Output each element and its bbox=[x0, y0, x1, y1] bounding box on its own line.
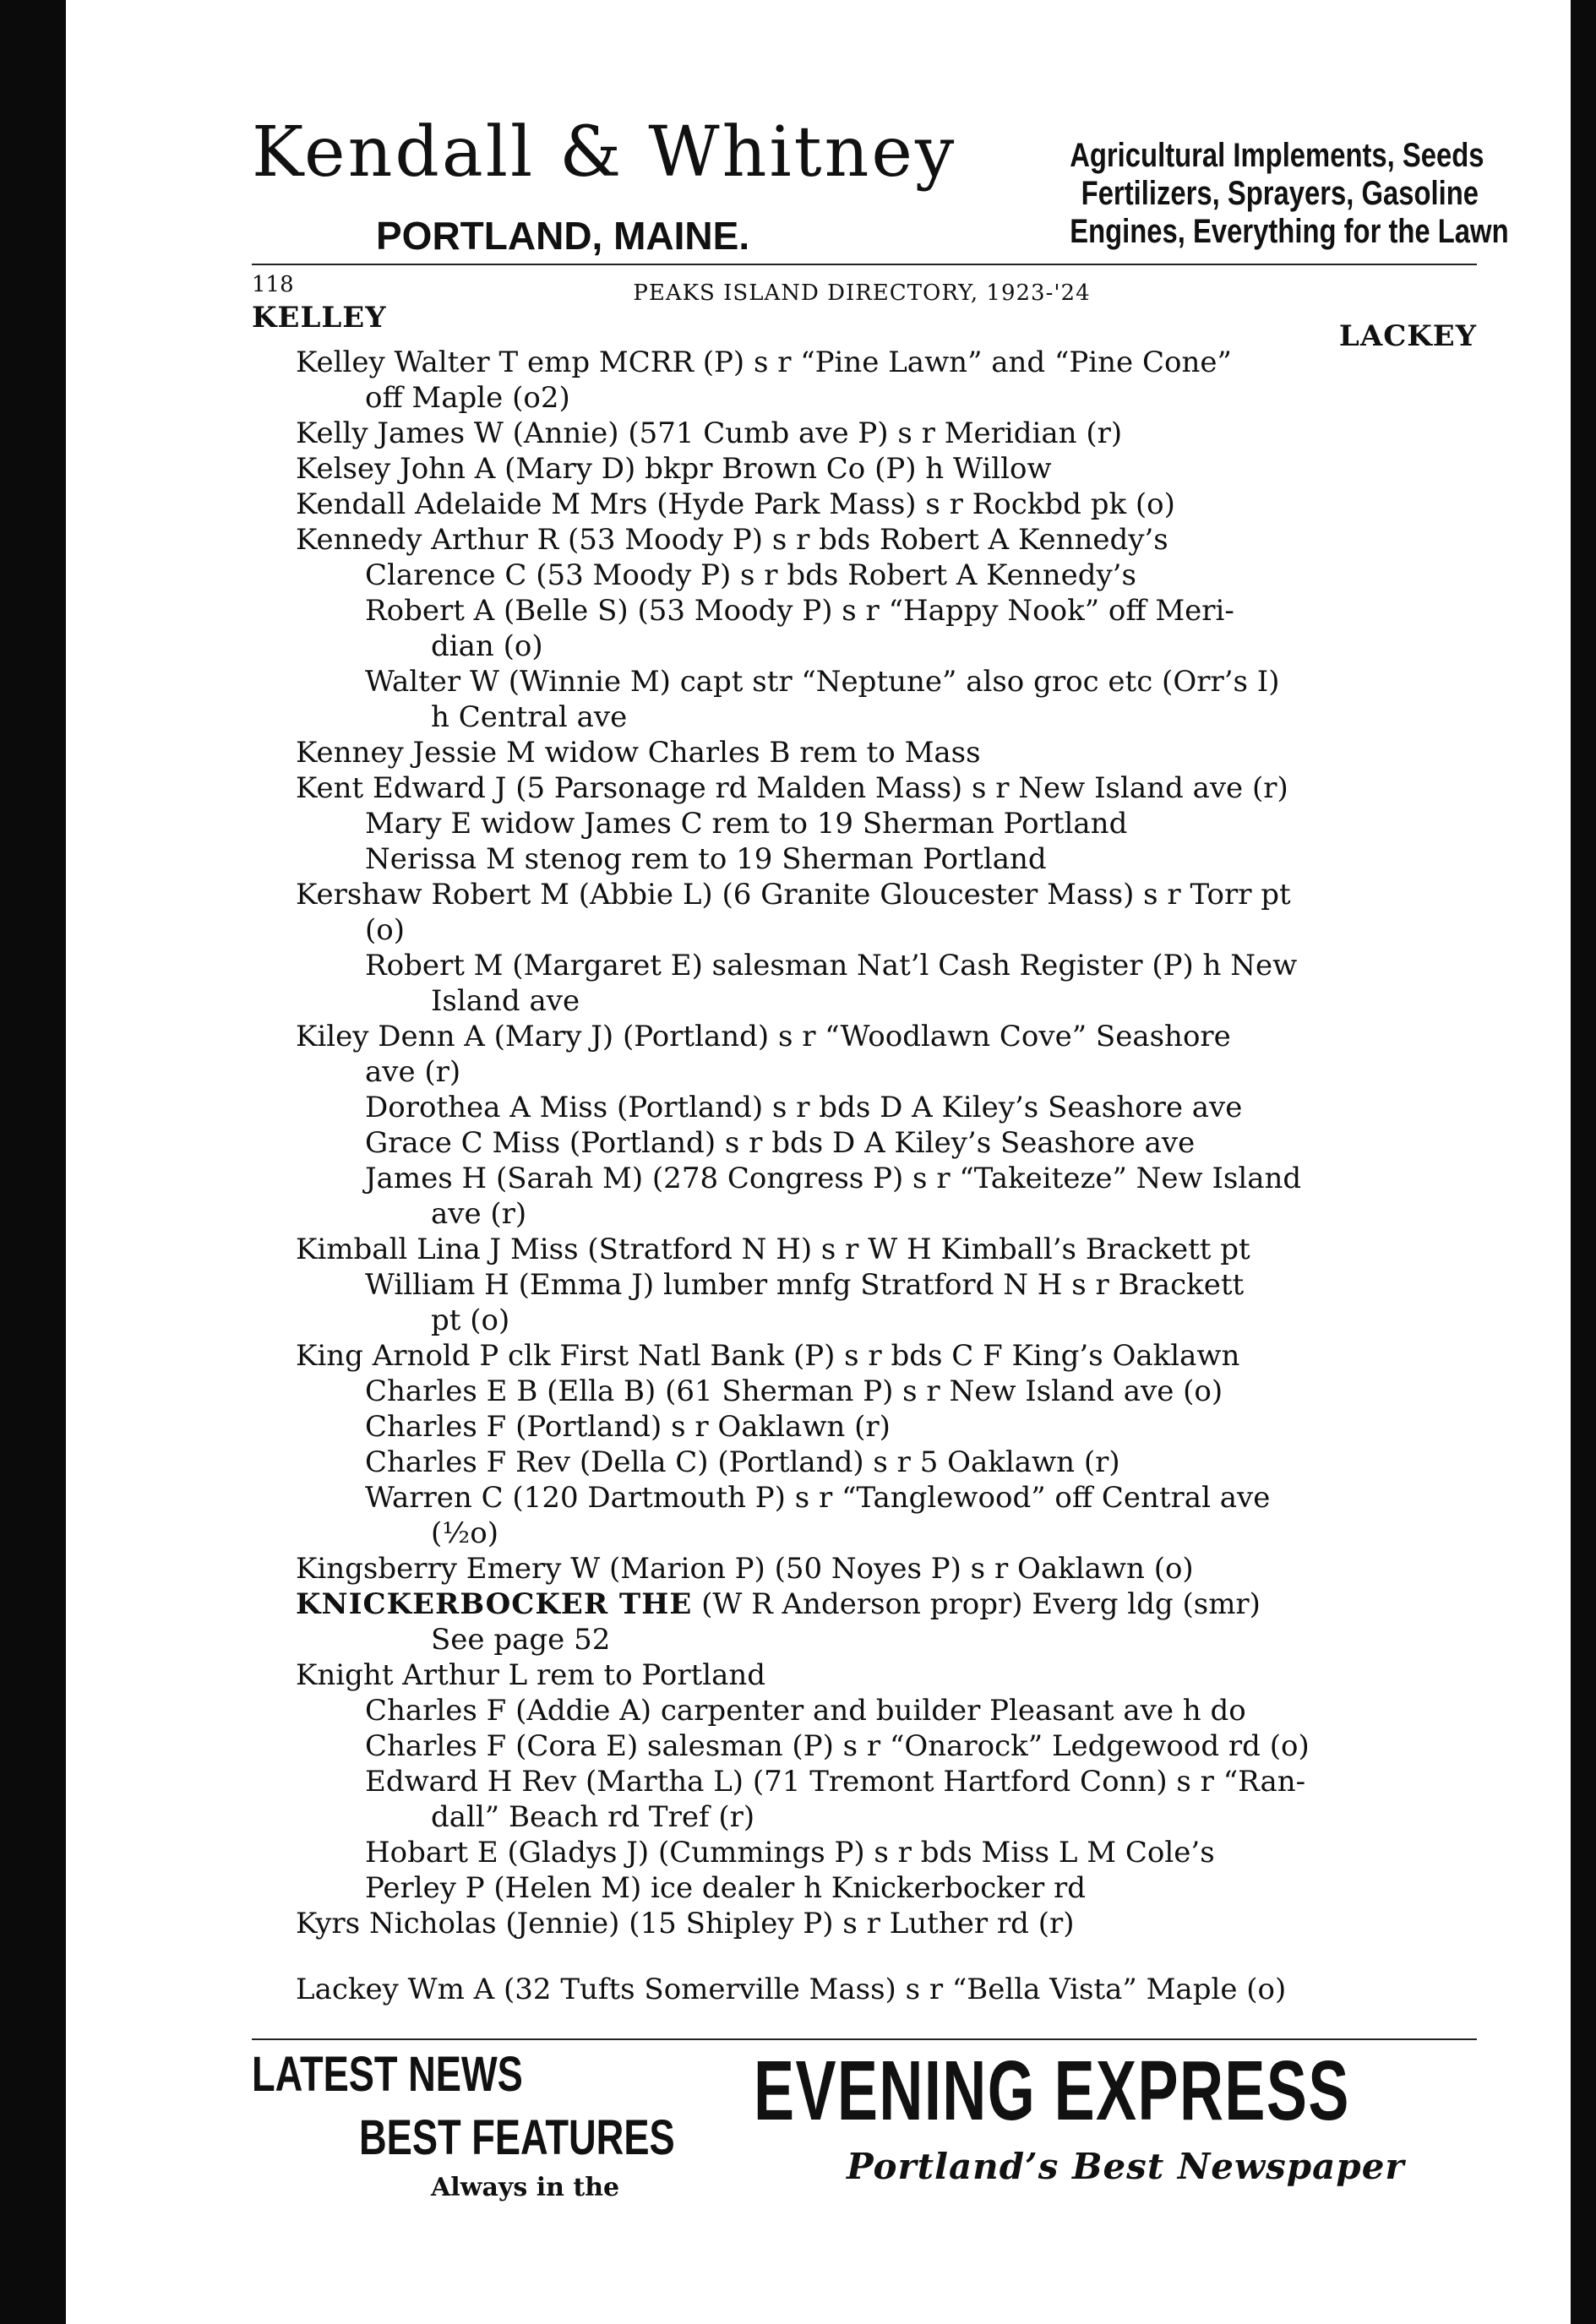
list-item: Warren C (120 Dartmouth P) s r “Tanglewood” off Central ave bbox=[365, 1481, 1271, 1515]
footer-newspaper-tagline: Portland’s Best Newspaper bbox=[847, 2146, 1405, 2187]
header-divider bbox=[252, 264, 1477, 265]
business-details: (W R Anderson propr) Everg ldg (smr) bbox=[701, 1587, 1261, 1621]
list-item: ave (r) bbox=[431, 1197, 527, 1231]
list-item: Dorothea A Miss (Portland) s r bds D A Kiley’s Seashore ave bbox=[365, 1091, 1243, 1124]
list-item: Charles F (Cora E) salesman (P) s r “Onarock” Ledgewood rd (o) bbox=[365, 1729, 1310, 1763]
list-item: Robert M (Margaret E) salesman Nat’l Cash Register (P) h New bbox=[365, 949, 1298, 982]
guide-word-first: KELLEY bbox=[252, 301, 387, 335]
list-item: Walter W (Winnie M) capt str “Neptune” also groc etc (Orr’s I) bbox=[365, 665, 1280, 699]
list-item bbox=[296, 1587, 1479, 1622]
advertiser-name: Kendall & Whitney bbox=[252, 112, 957, 193]
guide-word-last: LACKEY bbox=[1338, 319, 1477, 353]
footer-always-in-the: Always in the bbox=[431, 2173, 620, 2202]
list-item: Charles E B (Ella B) (61 Sherman P) s r New Island ave (o) bbox=[365, 1374, 1223, 1408]
product-line-2: Fertilizers, Sprayers, Gasoline bbox=[1081, 175, 1479, 212]
list-item: William H (Emma J) lumber mnfg Stratford N H s r Brackett bbox=[365, 1268, 1245, 1302]
footer-best-features: BEST FEATURES bbox=[359, 2110, 675, 2165]
list-item: Charles F (Addie A) carpenter and builder Pleasant ave h do bbox=[365, 1694, 1246, 1728]
directory-listings bbox=[296, 345, 1479, 2007]
list-item: Kendall Adelaide M Mrs (Hyde Park Mass) s r Rockbd pk (o) bbox=[296, 487, 1175, 521]
list-item: (o) bbox=[365, 913, 405, 947]
directory-page bbox=[237, 0, 1509, 2324]
list-item: ave (r) bbox=[365, 1055, 461, 1089]
list-item: Kimball Lina J Miss (Stratford N H) s r W H Kimball’s Brackett pt bbox=[296, 1233, 1250, 1266]
list-item: Kent Edward J (5 Parsonage rd Malden Mass) s r New Island ave (r) bbox=[296, 771, 1288, 805]
list-item: Kelley Walter T emp MCRR (P) s r “Pine Lawn” and “Pine Cone” bbox=[296, 346, 1232, 379]
list-item: Kenney Jessie M widow Charles B rem to Mass bbox=[296, 736, 981, 770]
list-item: Nerissa M stenog rem to 19 Sherman Portland bbox=[365, 842, 1047, 876]
advertised-products bbox=[1070, 137, 1509, 251]
list-item: James H (Sarah M) (278 Congress P) s r “Takeiteze” New Island bbox=[365, 1162, 1302, 1195]
advertiser-city: PORTLAND, MAINE. bbox=[376, 214, 750, 258]
business-name: KNICKERBOCKER THE bbox=[296, 1587, 693, 1621]
list-item: Perley P (Helen M) ice dealer h Knickerbocker rd bbox=[365, 1871, 1087, 1905]
list-item: Lackey Wm A (32 Tufts Somerville Mass) s r “Bella Vista” Maple (o) bbox=[296, 1973, 1287, 2006]
product-line-3: Engines, Everything for the Lawn bbox=[1070, 213, 1509, 250]
list-item: Clarence C (53 Moody P) s r bds Robert A Kennedy’s bbox=[365, 558, 1136, 592]
list-item: Kingsberry Emery W (Marion P) (50 Noyes P) s r Oaklawn (o) bbox=[296, 1552, 1194, 1586]
list-item: Grace C Miss (Portland) s r bds D A Kiley’s Seashore ave bbox=[365, 1126, 1196, 1160]
list-item: Kelsey John A (Mary D) bkpr Brown Co (P) h Willow bbox=[296, 452, 1052, 486]
running-title: PEAKS ISLAND DIRECTORY, 1923-'24 bbox=[633, 280, 1091, 306]
list-item: Kennedy Arthur R (53 Moody P) s r bds Robert A Kennedy’s bbox=[296, 523, 1168, 557]
header-advertisement bbox=[237, 112, 1509, 266]
list-item: h Central ave bbox=[431, 700, 628, 734]
list-item: Charles F Rev (Della C) (Portland) s r 5 Oaklawn (r) bbox=[365, 1445, 1120, 1479]
footer-latest-news: LATEST NEWS bbox=[252, 2047, 523, 2102]
list-item: (½o) bbox=[431, 1516, 498, 1550]
list-item: off Maple (o2) bbox=[365, 381, 570, 415]
list-item: See page 52 bbox=[431, 1623, 611, 1657]
list-item: King Arnold P clk First Natl Bank (P) s r bds C F King’s Oaklawn bbox=[296, 1339, 1240, 1373]
list-item: pt (o) bbox=[431, 1304, 510, 1337]
list-item: dian (o) bbox=[431, 629, 543, 663]
list-item: Hobart E (Gladys J) (Cummings P) s r bds Miss L M Cole’s bbox=[365, 1836, 1215, 1870]
list-item: Kelly James W (Annie) (571 Cumb ave P) s r Meridian (r) bbox=[296, 416, 1123, 450]
list-item: Edward H Rev (Martha L) (71 Tremont Hartford Conn) s r “Ran- bbox=[365, 1765, 1306, 1799]
footer-divider bbox=[252, 2038, 1477, 2040]
scan-border-right bbox=[1571, 0, 1596, 2324]
list-item: Kyrs Nicholas (Jennie) (15 Shipley P) s r Luther rd (r) bbox=[296, 1907, 1075, 1940]
list-item: Robert A (Belle S) (53 Moody P) s r “Happy Nook” off Meri- bbox=[365, 594, 1234, 628]
product-line-1: Agricultural Implements, Seeds bbox=[1070, 137, 1484, 174]
list-item: Kershaw Robert M (Abbie L) (6 Granite Gloucester Mass) s r Torr pt bbox=[296, 878, 1291, 912]
list-item: Kiley Denn A (Mary J) (Portland) s r “Woodlawn Cove” Seashore bbox=[296, 1020, 1231, 1053]
list-item: Island ave bbox=[431, 984, 580, 1018]
scan-border-left bbox=[0, 0, 66, 2324]
footer-newspaper-name: EVENING EXPRESS bbox=[754, 2044, 1350, 2138]
list-item: Knight Arthur L rem to Portland bbox=[296, 1658, 766, 1692]
list-item: Charles F (Portland) s r Oaklawn (r) bbox=[365, 1410, 891, 1444]
page-number: 118 bbox=[252, 272, 294, 297]
list-item: dall” Beach rd Tref (r) bbox=[431, 1800, 755, 1834]
list-item: Mary E widow James C rem to 19 Sherman Portland bbox=[365, 807, 1128, 841]
